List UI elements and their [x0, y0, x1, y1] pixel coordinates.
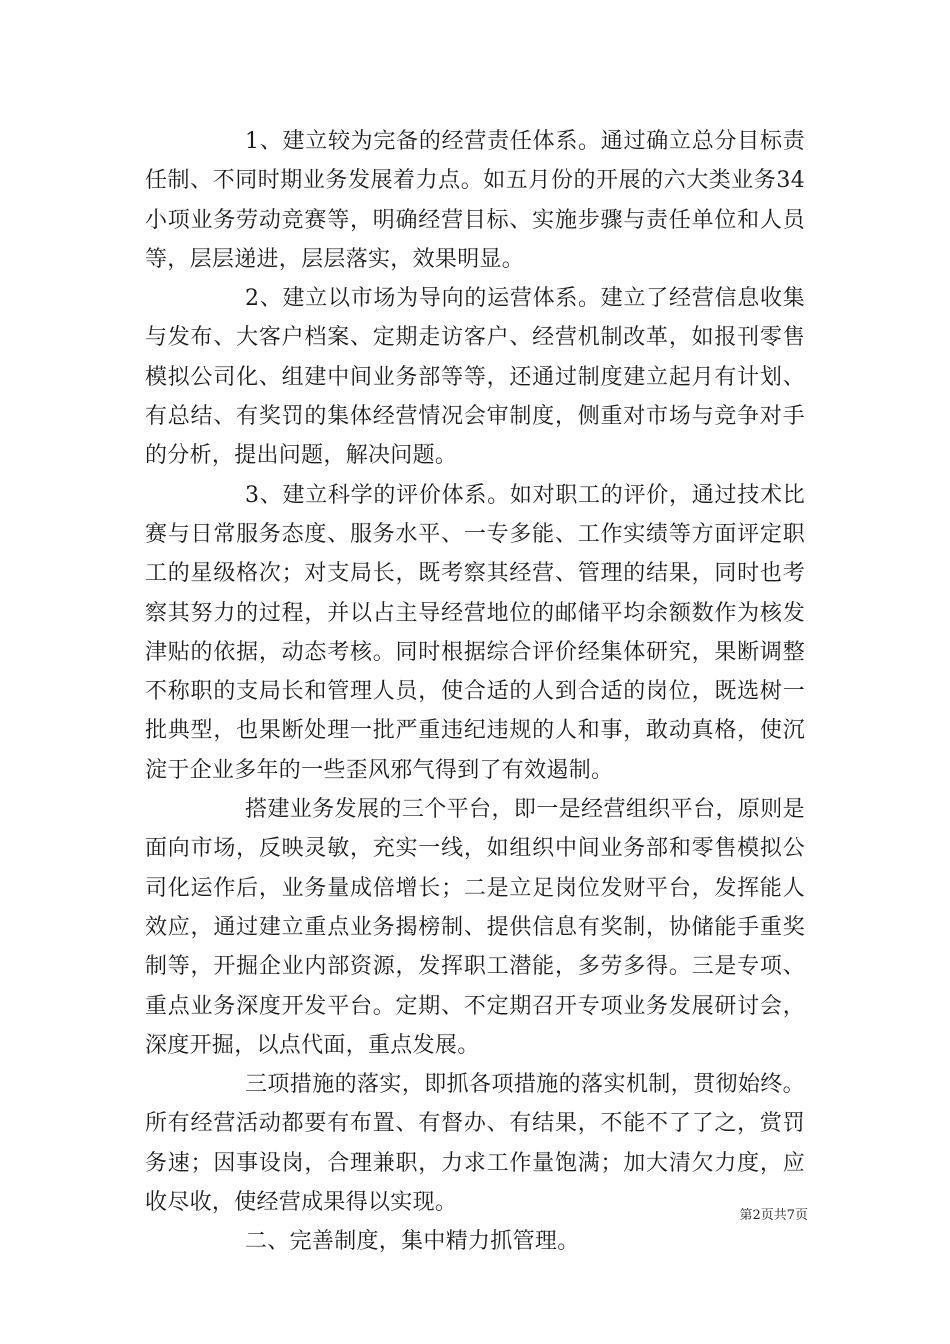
paragraph-evaluation-system: 3、建立科学的评价体系。如对职工的评价，通过技术比赛与日常服务态度、服务水平、一专多能、工作实绩等方面评定职工的星级格次；对支局长，既考察其经营、管理的结果，同时也考察其努力的过程，并以占主导经营地位的邮储平均余额数作为核发津贴的依据，动态考核。同时根据综合评价经集体研究，果断调整不称职的支局长和管理人员，使合适的人到合适的岗位，既选树一批典型，也果断处理一批严重违纪违规的人和事，敢动真格，使沉淀于企业多年的一些歪风邪气得到了有效遏制。 — [145, 482, 805, 783]
section-heading-management: 二、完善制度，集中精力抓管理。 — [245, 1229, 580, 1255]
paragraph-operation-system: 2、建立以市场为导向的运营体系。建立了经营信息收集与发布、大客户档案、定期走访客户、经营机制改革，如报刊零售模拟公司化、组建中间业务部等等，还通过制度建立起月有计划、有总结、有奖罚的集体经营情况会审制度，侧重对市场与竞争对手的分析，提出问题，解决问题。 — [145, 286, 805, 469]
paragraph-three-platforms: 搭建业务发展的三个平台，即一是经营组织平台，原则是面向市场，反映灵敏，充实一线，如组织中间业务部和零售模拟公司化运作后，业务量成倍增长；二是立足岗位发财平台，发挥能人效应，通过建立重点业务揭榜制、提供信息有奖制，协储能手重奖制等，开掘企业内部资源，发挥职工潜能，多劳多得。三是专项、重点业务深度开发平台。定期、不定期召开专项业务发展研讨会，深度开掘，以点代面，重点发展。 — [145, 797, 805, 1058]
page-number-footer: 第2页共7页 — [739, 1208, 808, 1223]
paragraph-responsibility-system: 1、建立较为完备的经营责任体系。通过确立总分目标责任制、不同时期业务发展着力点。如五月份的开展的六大类业务34小项业务劳动竞赛等，明确经营目标、实施步骤与责任单位和人员等，层层递进，层层落实，效果明显。 — [145, 129, 805, 272]
body-text — [145, 122, 805, 1262]
paragraph-three-measures: 三项措施的落实，即抓各项措施的落实机制，贯彻始终。所有经营活动都要有布置、有督办、有结果，不能不了了之，赏罚务速；因事设岗，合理兼职，力求工作量饱满；加大清欠力度，应收尽收，使经营成果得以实现。 — [145, 1072, 805, 1216]
